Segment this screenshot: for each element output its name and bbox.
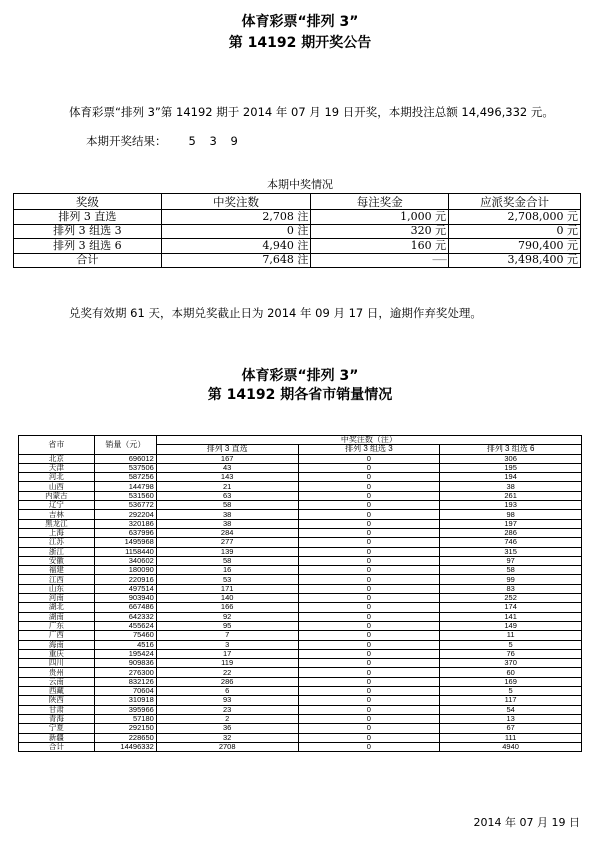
sales-province: 江苏 <box>19 538 95 547</box>
sales-volume: 455624 <box>94 621 156 630</box>
sales-volume: 497514 <box>94 584 156 593</box>
sales-row <box>19 696 582 705</box>
sales-direct: 2708 <box>156 742 298 751</box>
sales-province: 上海 <box>19 528 95 537</box>
sales-group6: 60 <box>440 668 582 677</box>
sales-volume: 292204 <box>94 510 156 519</box>
sales-group6: 306 <box>440 454 582 463</box>
sales-direct: 32 <box>156 733 298 742</box>
sales-group3: 0 <box>298 584 440 593</box>
sales-province: 山东 <box>19 584 95 593</box>
sales-province: 河南 <box>19 594 95 603</box>
sales-volume: 696012 <box>94 454 156 463</box>
sales-direct: 92 <box>156 612 298 621</box>
sales-row <box>19 621 582 630</box>
sales-group6: 83 <box>440 584 582 593</box>
prize-per-bet: 160 元 <box>311 239 449 254</box>
prize-per-bet: —— <box>311 253 449 268</box>
announcement-subtitle: 第 14192 期开奖公告 <box>228 35 372 51</box>
sales-group3: 0 <box>298 668 440 677</box>
sales-row <box>19 687 582 696</box>
prize-total: 0 元 <box>449 224 581 239</box>
sales-row <box>19 528 582 537</box>
sales-direct: 22 <box>156 668 298 677</box>
footer-date: 2014 年 07 月 19 日 <box>473 816 580 829</box>
sales-group3: 0 <box>298 594 440 603</box>
sales-volume: 536772 <box>94 501 156 510</box>
sales-header-winners: 中奖注数（注） <box>156 436 581 445</box>
sales-group6: 13 <box>440 714 582 723</box>
sales-province: 天津 <box>19 463 95 472</box>
prize-table <box>13 193 581 268</box>
sales-group6: 76 <box>440 649 582 658</box>
sales-volume: 832126 <box>94 677 156 686</box>
sales-province: 福建 <box>19 566 95 575</box>
prize-header-level: 奖级 <box>14 194 162 210</box>
sales-direct: 58 <box>156 556 298 565</box>
sales-volume: 587256 <box>94 473 156 482</box>
sales-volume: 195424 <box>94 649 156 658</box>
sales-group6: 5 <box>440 687 582 696</box>
prize-winners: 0 注 <box>161 224 311 239</box>
sales-direct: 16 <box>156 566 298 575</box>
sales-table <box>18 435 582 752</box>
sales-group6: 54 <box>440 705 582 714</box>
sales-direct: 17 <box>156 649 298 658</box>
sales-group3: 0 <box>298 640 440 649</box>
sales-volume: 667486 <box>94 603 156 612</box>
sales-group6: 117 <box>440 696 582 705</box>
sales-volume: 320186 <box>94 519 156 528</box>
sales-row <box>19 649 582 658</box>
sales-direct: 2 <box>156 714 298 723</box>
sales-volume: 75460 <box>94 631 156 640</box>
sales-province: 安徽 <box>19 556 95 565</box>
prize-total-row <box>14 253 581 268</box>
sales-direct: 58 <box>156 501 298 510</box>
prize-header-per-bet: 每注奖金 <box>311 194 449 210</box>
sales-province: 西藏 <box>19 687 95 696</box>
sales-row <box>19 538 582 547</box>
sales-row <box>19 519 582 528</box>
sales-group3: 0 <box>298 519 440 528</box>
sales-row <box>19 510 582 519</box>
sales-province: 江西 <box>19 575 95 584</box>
sales-volume: 228650 <box>94 733 156 742</box>
sales-province: 重庆 <box>19 649 95 658</box>
sales-group3: 0 <box>298 677 440 686</box>
sales-volume: 180090 <box>94 566 156 575</box>
sales-province: 海南 <box>19 640 95 649</box>
sales-province: 湖南 <box>19 612 95 621</box>
sales-direct: 143 <box>156 473 298 482</box>
sales-volume: 292150 <box>94 724 156 733</box>
sales-province: 宁夏 <box>19 724 95 733</box>
prize-level: 排列 3 组选 3 <box>14 224 162 239</box>
sales-row <box>19 594 582 603</box>
sales-volume: 642332 <box>94 612 156 621</box>
announcement-text: 体育彩票“排列 3”第 14192 期于 2014 年 07 月 19 日开奖，本期投注总额 14,496,332 元。 <box>69 105 554 119</box>
sales-volume: 909836 <box>94 659 156 668</box>
prize-row <box>14 224 581 239</box>
sales-direct: 7 <box>156 631 298 640</box>
sales-row <box>19 584 582 593</box>
sales-group3: 0 <box>298 705 440 714</box>
sales-group3: 0 <box>298 463 440 472</box>
sales-province: 黑龙江 <box>19 519 95 528</box>
sales-row <box>19 566 582 575</box>
prize-table-caption: 本期中奖情况 <box>267 178 333 191</box>
sales-direct: 63 <box>156 491 298 500</box>
sales-group3: 0 <box>298 454 440 463</box>
sales-group3: 0 <box>298 733 440 742</box>
sales-volume: 395966 <box>94 705 156 714</box>
sales-group3: 0 <box>298 621 440 630</box>
sales-group6: 38 <box>440 482 582 491</box>
sales-volume: 4516 <box>94 640 156 649</box>
sales-header-province: 省市 <box>19 436 95 455</box>
sales-group3: 0 <box>298 649 440 658</box>
sales-direct: 38 <box>156 510 298 519</box>
sales-table-body <box>19 454 582 752</box>
sales-row <box>19 631 582 640</box>
sales-group3: 0 <box>298 491 440 500</box>
sales-volume: 1495968 <box>94 538 156 547</box>
sales-group3: 0 <box>298 538 440 547</box>
sales-group6: 252 <box>440 594 582 603</box>
draw-result-numbers: 5 3 9 <box>188 134 243 148</box>
sales-row <box>19 547 582 556</box>
sales-row <box>19 677 582 686</box>
sales-group3: 0 <box>298 714 440 723</box>
sales-direct: 286 <box>156 677 298 686</box>
sales-direct: 38 <box>156 519 298 528</box>
sales-direct: 43 <box>156 463 298 472</box>
sales-province: 贵州 <box>19 668 95 677</box>
sales-volume: 1158440 <box>94 547 156 556</box>
sales-group3: 0 <box>298 687 440 696</box>
sales-row <box>19 724 582 733</box>
sales-header-volume: 销量（元） <box>94 436 156 455</box>
sales-direct: 53 <box>156 575 298 584</box>
sales-row <box>19 473 582 482</box>
sales-direct: 36 <box>156 724 298 733</box>
sales-group6: 4940 <box>440 742 582 751</box>
sales-row <box>19 640 582 649</box>
sales-volume: 637996 <box>94 528 156 537</box>
sales-group6: 58 <box>440 566 582 575</box>
sales-row <box>19 659 582 668</box>
announcement-title: 体育彩票“排列 3” <box>241 14 359 30</box>
sales-row <box>19 603 582 612</box>
sales-direct: 6 <box>156 687 298 696</box>
sales-group6: 195 <box>440 463 582 472</box>
sales-group3: 0 <box>298 659 440 668</box>
sales-province: 陕西 <box>19 696 95 705</box>
sales-group6: 11 <box>440 631 582 640</box>
sales-group6: 261 <box>440 491 582 500</box>
sales-direct: 95 <box>156 621 298 630</box>
sales-group6: 169 <box>440 677 582 686</box>
sales-direct: 166 <box>156 603 298 612</box>
sales-group6: 149 <box>440 621 582 630</box>
sales-group6: 194 <box>440 473 582 482</box>
sales-volume: 537506 <box>94 463 156 472</box>
sales-direct: 277 <box>156 538 298 547</box>
sales-group6: 67 <box>440 724 582 733</box>
sales-group3: 0 <box>298 631 440 640</box>
draw-result-label: 本期开奖结果： <box>86 134 167 148</box>
prize-header-total: 应派奖金合计 <box>449 194 581 210</box>
expiry-note: 兑奖有效期 61 天，本期兑奖截止日为 2014 年 09 月 17 日，逾期作弃奖处理。 <box>69 306 482 320</box>
sales-group6: 193 <box>440 501 582 510</box>
sales-row <box>19 454 582 463</box>
sales-province: 辽宁 <box>19 501 95 510</box>
sales-group6: 197 <box>440 519 582 528</box>
sales-group6: 111 <box>440 733 582 742</box>
sales-row <box>19 714 582 723</box>
sales-group3: 0 <box>298 612 440 621</box>
prize-total: 2,708,000 元 <box>449 210 581 225</box>
sales-province: 北京 <box>19 454 95 463</box>
prize-winners: 7,648 注 <box>161 253 311 268</box>
sales-volume: 531560 <box>94 491 156 500</box>
sales-group6: 5 <box>440 640 582 649</box>
prize-level: 排列 3 直选 <box>14 210 162 225</box>
prize-total: 790,400 元 <box>449 239 581 254</box>
sales-title: 体育彩票“排列 3” <box>241 368 359 384</box>
sales-subtitle: 第 14192 期各省市销量情况 <box>207 387 393 403</box>
sales-group3: 0 <box>298 510 440 519</box>
sales-row <box>19 705 582 714</box>
sales-group6: 746 <box>440 538 582 547</box>
sales-group3: 0 <box>298 473 440 482</box>
prize-winners: 2,708 注 <box>161 210 311 225</box>
sales-direct: 167 <box>156 454 298 463</box>
sales-province: 四川 <box>19 659 95 668</box>
sales-subheader-direct: 排列 3 直选 <box>156 445 298 454</box>
sales-group3: 0 <box>298 528 440 537</box>
sales-province: 湖北 <box>19 603 95 612</box>
sales-province: 青海 <box>19 714 95 723</box>
sales-direct: 139 <box>156 547 298 556</box>
sales-province: 内蒙古 <box>19 491 95 500</box>
sales-group6: 98 <box>440 510 582 519</box>
sales-volume: 220916 <box>94 575 156 584</box>
sales-row <box>19 491 582 500</box>
sales-subheader-group3: 排列 3 组选 3 <box>298 445 440 454</box>
sales-row <box>19 556 582 565</box>
prize-level: 排列 3 组选 6 <box>14 239 162 254</box>
prize-per-bet: 320 元 <box>311 224 449 239</box>
prize-winners: 4,940 注 <box>161 239 311 254</box>
sales-direct: 140 <box>156 594 298 603</box>
sales-row <box>19 668 582 677</box>
sales-direct: 171 <box>156 584 298 593</box>
prize-row <box>14 239 581 254</box>
sales-direct: 21 <box>156 482 298 491</box>
prize-per-bet: 1,000 元 <box>311 210 449 225</box>
prize-total: 3,498,400 元 <box>449 253 581 268</box>
sales-volume: 340602 <box>94 556 156 565</box>
prize-row <box>14 210 581 225</box>
sales-province: 云南 <box>19 677 95 686</box>
sales-group6: 97 <box>440 556 582 565</box>
sales-row <box>19 733 582 742</box>
sales-row <box>19 463 582 472</box>
sales-volume: 903940 <box>94 594 156 603</box>
sales-direct: 284 <box>156 528 298 537</box>
sales-subheader-group6: 排列 3 组选 6 <box>440 445 582 454</box>
sales-group6: 174 <box>440 603 582 612</box>
sales-province: 合计 <box>19 742 95 751</box>
sales-row <box>19 501 582 510</box>
sales-group3: 0 <box>298 742 440 751</box>
sales-group3: 0 <box>298 566 440 575</box>
sales-province: 广东 <box>19 621 95 630</box>
sales-group6: 286 <box>440 528 582 537</box>
sales-direct: 119 <box>156 659 298 668</box>
sales-province: 广西 <box>19 631 95 640</box>
sales-row <box>19 482 582 491</box>
sales-group6: 370 <box>440 659 582 668</box>
sales-group3: 0 <box>298 501 440 510</box>
sales-direct: 93 <box>156 696 298 705</box>
sales-row <box>19 575 582 584</box>
draw-result <box>86 134 243 148</box>
sales-row <box>19 612 582 621</box>
sales-group3: 0 <box>298 547 440 556</box>
sales-province: 新疆 <box>19 733 95 742</box>
sales-province: 河北 <box>19 473 95 482</box>
sales-direct: 23 <box>156 705 298 714</box>
sales-group6: 141 <box>440 612 582 621</box>
sales-group3: 0 <box>298 603 440 612</box>
sales-group3: 0 <box>298 575 440 584</box>
sales-group3: 0 <box>298 724 440 733</box>
prize-level: 合计 <box>14 253 162 268</box>
sales-province: 吉林 <box>19 510 95 519</box>
sales-group3: 0 <box>298 556 440 565</box>
sales-direct: 3 <box>156 640 298 649</box>
sales-volume: 14496332 <box>94 742 156 751</box>
sales-volume: 144798 <box>94 482 156 491</box>
sales-volume: 57180 <box>94 714 156 723</box>
sales-volume: 310918 <box>94 696 156 705</box>
sales-province: 甘肃 <box>19 705 95 714</box>
sales-group6: 315 <box>440 547 582 556</box>
sales-volume: 276300 <box>94 668 156 677</box>
sales-group3: 0 <box>298 482 440 491</box>
sales-province: 浙江 <box>19 547 95 556</box>
prize-table-header-row <box>14 194 581 210</box>
sales-group3: 0 <box>298 696 440 705</box>
prize-header-winners: 中奖注数 <box>161 194 311 210</box>
sales-volume: 70604 <box>94 687 156 696</box>
sales-province: 山西 <box>19 482 95 491</box>
sales-total-row <box>19 742 582 751</box>
sales-group6: 99 <box>440 575 582 584</box>
